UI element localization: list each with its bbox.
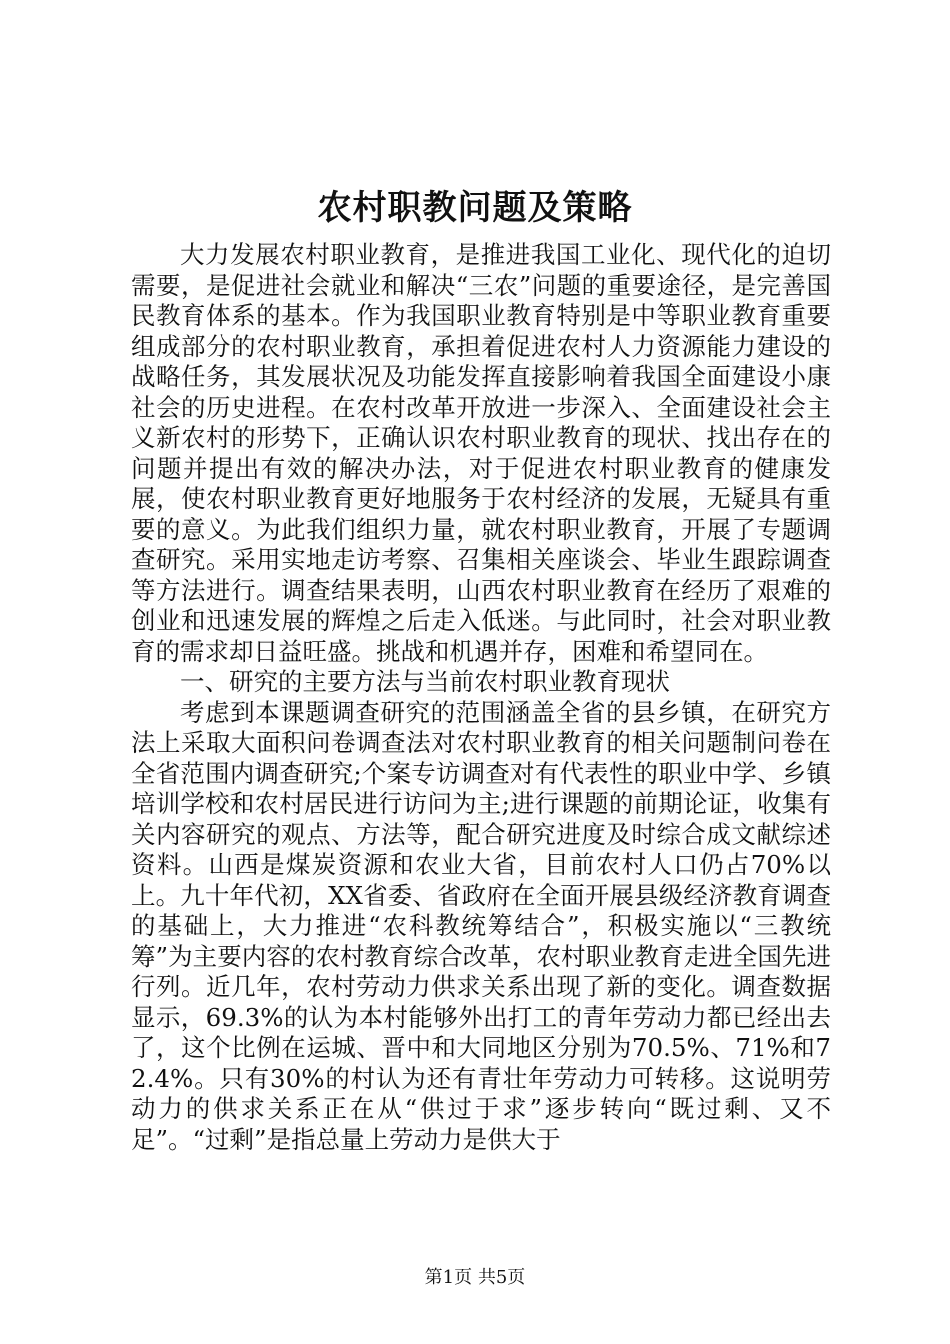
- body-paragraph: 考虑到本课题调查研究的范围涵盖全省的县乡镇，在研究方法上采取大面积问卷调查法对农村职业教育的相关问题制问卷在全省范围内调查研究;个案专访调查对有代表性的职业中学、乡镇培训学校和农村居民进行访问为主;进行课题的前期论证，收集有关内容研究的观点、方法等，配合研究进度及时综合成文献综述资料。山西是煤炭资源和农业大省，目前农村人口仍占70%以上。九十年代初，XX省委、省政府在全面开展县级经济教育调查的基础上，大力推进“农科教统筹结合”，积极实施以“三教统筹”为主要内容的农村教育综合改革，农村职业教育走进全国先进行列。近几年，农村劳动力供求关系出现了新的变化。调查数据显示，69.3%的认为本村能够外出打工的青年劳动力都已经出去了，这个比例在运城、晋中和大同地区分别为70.5%、71%和72.4%。只有30%的村认为还有青壮年劳动力可转移。这说明劳动力的供求关系正在从“供过于求”逐步转向“既过剩、又不足”。“过剩”是指总量上劳动力是供大于: [131, 697, 831, 1154]
- document-body: [131, 240, 831, 1155]
- document-title: 农村职教问题及策略: [317, 188, 633, 228]
- page-number: 第1页 共5页: [424, 1267, 526, 1288]
- section-heading: 一、研究的主要方法与当前农村职业教育现状: [180, 667, 670, 696]
- intro-paragraph: 大力发展农村职业教育，是推进我国工业化、现代化的迫切需要，是促进社会就业和解决“三农”问题的重要途径，是完善国民教育体系的基本。作为我国职业教育特别是中等职业教育重要组成部分的农村职业教育，承担着促进农村人力资源能力建设的战略任务，其发展状况及功能发挥直接影响着我国全面建设小康社会的历史进程。在农村改革开放进一步深入、全面建设社会主义新农村的形势下，正确认识农村职业教育的现状、找出存在的问题并提出有效的解决办法，对于促进农村职业教育的健康发展，使农村职业教育更好地服务于农村经济的发展，无疑具有重要的意义。为此我们组织力量，就农村职业教育，开展了专题调查研究。采用实地走访考察、召集相关座谈会、毕业生跟踪调查等方法进行。调查结果表明，山西农村职业教育在经历了艰难的创业和迅速发展的辉煌之后走入低迷。与此同时，社会对职业教育的需求却日益旺盛。挑战和机遇并存，困难和希望同在。: [131, 240, 831, 666]
